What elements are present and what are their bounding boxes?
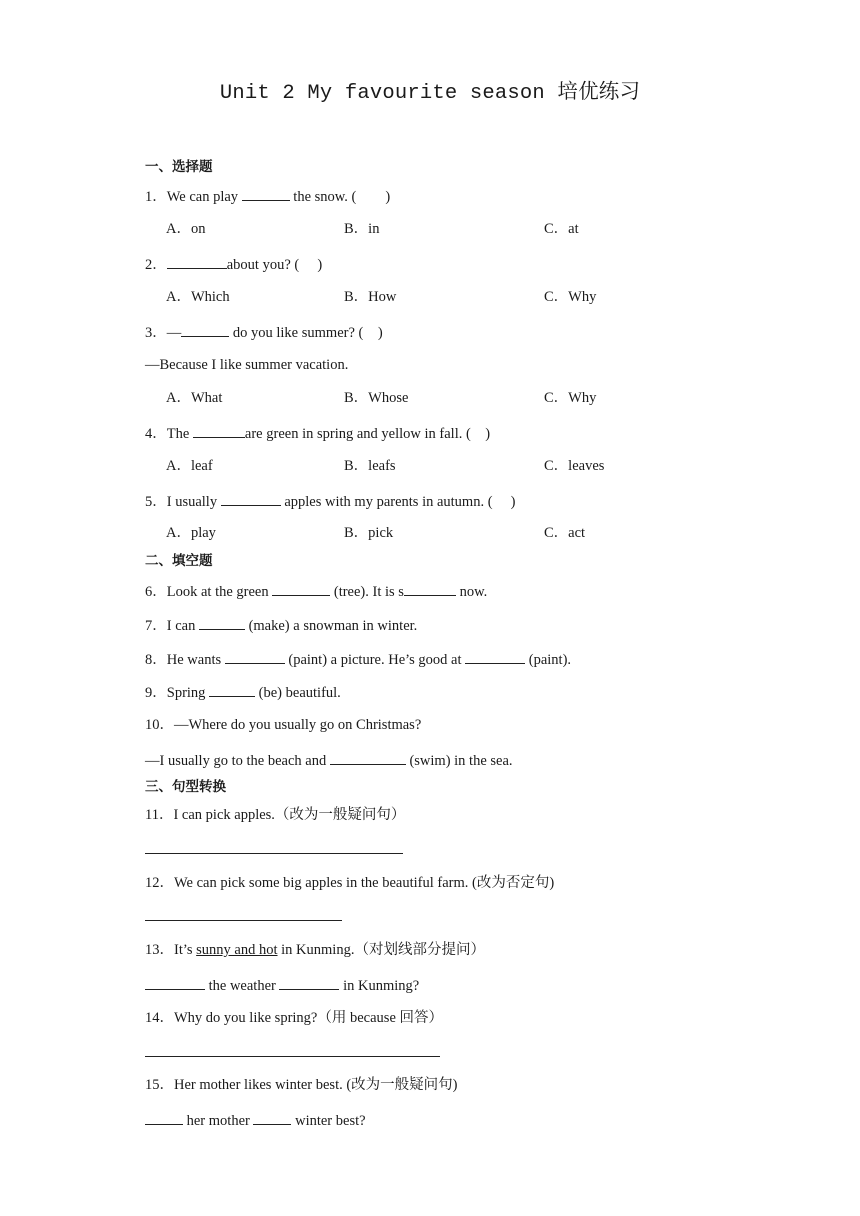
option-b[interactable]: B．pick (344, 525, 394, 541)
answer-blank[interactable] (145, 975, 205, 990)
option-c[interactable]: C．Why (544, 289, 597, 305)
question-text: (tree). It is s (330, 584, 404, 600)
section-heading-transform: 三、句型转换 (145, 779, 226, 795)
question-text: —Where do you usually go on Christmas? (174, 717, 422, 733)
question-text: I can pick apples.（改为一般疑问句） (173, 807, 406, 823)
underlined-phrase: sunny and hot (196, 942, 278, 958)
question-text: the snow. ( ) (289, 189, 391, 205)
answer-blank[interactable] (181, 322, 229, 337)
question-text: —I usually go to the beach and (145, 753, 330, 769)
question-4 (145, 423, 490, 443)
question-14 (145, 1009, 443, 1027)
question-text: — (166, 325, 182, 341)
answer-blank[interactable] (242, 186, 290, 201)
question-number: 1． (145, 189, 167, 205)
answer-blank[interactable] (221, 491, 281, 506)
question-text: Her mother likes winter best. (改为一般疑问句) (174, 1077, 458, 1093)
question-9 (145, 682, 341, 702)
answer-blank[interactable] (465, 649, 525, 664)
question-7 (145, 615, 417, 635)
option-a[interactable]: A．leaf (166, 458, 213, 474)
answer-blank[interactable] (253, 1110, 291, 1125)
option-b[interactable]: B．leafs (344, 458, 396, 474)
question-number: 8． (145, 652, 167, 668)
question-text: the weather (205, 978, 280, 994)
question-15 (145, 1076, 458, 1094)
question-10 (145, 716, 421, 734)
answer-blank[interactable] (404, 581, 456, 596)
question-text: He wants (166, 652, 225, 668)
section-heading-choice: 一、选择题 (145, 159, 213, 175)
question-13 (145, 941, 485, 959)
question-1 (145, 186, 390, 206)
question-8 (145, 649, 571, 669)
question-10-response (145, 750, 513, 770)
question-13-answer (145, 975, 419, 995)
question-number: 2． (145, 257, 167, 273)
answer-blank[interactable] (193, 423, 245, 438)
question-number: 4． (145, 426, 167, 442)
question-3-response: —Because I like summer vacation. (145, 357, 349, 373)
question-text: (paint) a picture. He’s good at (284, 652, 466, 668)
option-a[interactable]: A．play (166, 525, 216, 541)
question-text: (make) a snowman in winter. (244, 618, 418, 634)
question-text: are green in spring and yellow in fall. ( ) (244, 426, 491, 442)
question-number: 9． (145, 685, 167, 701)
question-text: (paint). (525, 652, 572, 668)
question-number: 10． (145, 717, 174, 733)
question-6 (145, 581, 487, 601)
question-text: winter best? (291, 1113, 366, 1129)
question-text: her mother (183, 1113, 254, 1129)
question-text: apples with my parents in autumn. ( ) (280, 494, 516, 510)
answer-line[interactable] (145, 1056, 440, 1057)
question-number: 13． (145, 942, 174, 958)
option-b[interactable]: B．in (344, 221, 380, 237)
question-12 (145, 874, 554, 892)
answer-blank[interactable] (209, 682, 255, 697)
question-text: I usually (166, 494, 221, 510)
question-number: 11． (145, 807, 174, 823)
question-text: do you like summer? ( ) (229, 325, 383, 341)
section-heading-fill: 二、填空题 (145, 553, 213, 569)
question-11 (145, 806, 405, 824)
option-a[interactable]: A．What (166, 390, 223, 406)
question-text: now. (455, 584, 488, 600)
option-b[interactable]: B．How (344, 289, 397, 305)
option-c[interactable]: C．Why (544, 390, 597, 406)
question-text: (swim) in the sea. (405, 753, 513, 769)
question-2 (145, 254, 322, 274)
answer-blank[interactable] (330, 750, 406, 765)
answer-blank[interactable] (199, 615, 245, 630)
question-number: 15． (145, 1077, 174, 1093)
question-text: The (166, 426, 193, 442)
option-c[interactable]: C．at (544, 221, 579, 237)
answer-blank[interactable] (145, 1110, 183, 1125)
answer-blank[interactable] (272, 581, 330, 596)
question-number: 6． (145, 584, 167, 600)
question-number: 12． (145, 875, 174, 891)
question-5 (145, 491, 516, 511)
answer-blank[interactable] (279, 975, 339, 990)
page-title: Unit 2 My favourite season 培优练习 (219, 82, 641, 105)
question-number: 7． (145, 618, 167, 634)
option-a[interactable]: A．on (166, 221, 206, 237)
question-text: We can pick some big apples in the beautiful farm. (改为否定句) (174, 875, 555, 891)
question-text: Spring (166, 685, 210, 701)
answer-line[interactable] (145, 920, 342, 921)
question-text: Look at the green (166, 584, 273, 600)
option-c[interactable]: C．leaves (544, 458, 605, 474)
question-text: in Kunming? (339, 978, 420, 994)
question-text: about you? ( ) (226, 257, 323, 273)
question-text: (be) beautiful. (255, 685, 341, 701)
answer-blank[interactable] (167, 254, 227, 269)
question-text: Why do you like spring?（用 because 回答） (174, 1010, 444, 1026)
question-text: It’s (174, 942, 197, 958)
question-number: 3． (145, 325, 167, 341)
question-text: We can play (166, 189, 242, 205)
option-b[interactable]: B．Whose (344, 390, 409, 406)
question-number: 5． (145, 494, 167, 510)
question-3 (145, 322, 383, 342)
answer-line[interactable] (145, 853, 403, 854)
option-c[interactable]: C．act (544, 525, 586, 541)
question-15-answer (145, 1110, 366, 1130)
question-text: in Kunming.（对划线部分提问） (277, 942, 485, 958)
question-text: I can (166, 618, 199, 634)
question-number: 14． (145, 1010, 174, 1026)
answer-blank[interactable] (225, 649, 285, 664)
option-a[interactable]: A．Which (166, 289, 230, 305)
